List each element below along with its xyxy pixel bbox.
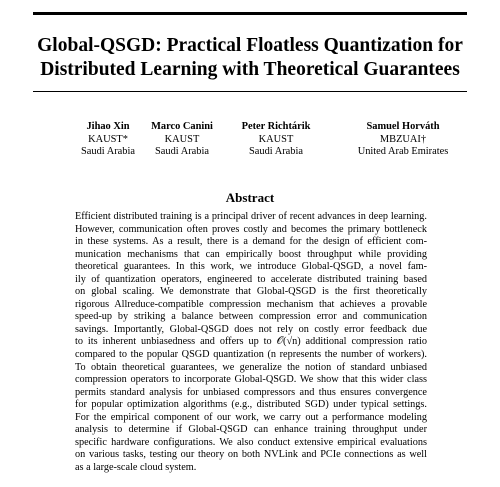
author-country: Saudi Arabia xyxy=(81,146,135,158)
abstract-line: permits standard analysis for unbiased compressors and thus ensures convergence xyxy=(75,386,427,398)
abstract-line: For the empirical component of our work, we carry out a performance modeling xyxy=(75,411,427,423)
author-country: Saudi Arabia xyxy=(249,146,303,158)
author-name: Peter Richtárik xyxy=(241,121,311,132)
abstract-line: ily of quantization operators, engineered to accelerate distributed training based xyxy=(75,273,427,285)
author-name: Marco Canini xyxy=(151,121,213,132)
abstract-line: To obtain theoretical guarantees, we generalize the notion of standard unbiased xyxy=(75,361,427,373)
author-affiliation: KAUST xyxy=(258,133,294,145)
abstract-line: However, communication often proves costly and becomes the primary bottleneck xyxy=(75,223,427,235)
author-block-4 xyxy=(333,121,473,159)
abstract-line: theoretical guarantees. In this work, we introduce Global-QSGD, a novel fam- xyxy=(75,261,427,273)
abstract-line: as a large-scale cloud system. xyxy=(75,461,197,473)
abstract-line: rigorous Allreduce-compatible compression mechanism that achieves a provable xyxy=(75,298,427,310)
paper-title-line-2: Distributed Learning with Theoretical Guarantees xyxy=(40,59,460,80)
author-affiliation: KAUST xyxy=(164,133,200,145)
abstract-line: compression operators to incorporate Global-QSGD. We show that this wider class xyxy=(75,374,427,386)
abstract-line: speed-up by striking a balance between compression error and communication xyxy=(75,311,427,323)
author-affiliation: MBZUAI† xyxy=(379,133,427,145)
abstract-line: compared to the popular QSGD quantization (n represents the number of workers). xyxy=(75,349,427,361)
abstract-line: on global scaling. We demonstrate that Global-QSGD is the first theoretically xyxy=(75,286,427,298)
author-name: Jihao Xin xyxy=(86,121,130,132)
bottom-rule xyxy=(33,91,467,92)
abstract-heading: Abstract xyxy=(225,190,275,205)
abstract-line: Efficient distributed training is a principal driver of recent advances in deep learning. xyxy=(75,211,427,222)
paper-title-line-1: Global-QSGD: Practical Floatless Quantization for xyxy=(37,35,463,56)
abstract-line: to its inherent unbiasedness and offers up to 𝒪(√n) additional compression ratio xyxy=(75,336,427,348)
author-name: Samuel Horváth xyxy=(366,121,440,132)
top-rule xyxy=(33,12,467,15)
abstract-line: on various tasks, testing our theory on both NVLink and PCIe connections as well xyxy=(75,449,427,461)
abstract-line: munication mechanisms that can empirically boost throughput while providing xyxy=(75,248,427,260)
abstract-body xyxy=(75,211,427,474)
abstract-line: savings. Importantly, Global-QSGD does not rely on costly error feedback due xyxy=(75,323,427,335)
author-block-3 xyxy=(216,121,336,159)
abstract-line: in these systems. As a result, there is a demand for the design of efficient com- xyxy=(75,236,427,248)
author-affiliation: KAUST* xyxy=(88,133,128,145)
abstract-line: analysis to determine if Global-QSGD can enhance training throughput under xyxy=(75,424,427,436)
abstract-line: specific hardware configurations. We also conduct extensive empirical evaluations xyxy=(75,436,427,448)
author-country: Saudi Arabia xyxy=(155,146,209,158)
abstract-line: for popular optimization algorithms (e.g., distributed SGD) under typical settings. xyxy=(75,399,427,411)
author-country: United Arab Emirates xyxy=(357,146,449,158)
